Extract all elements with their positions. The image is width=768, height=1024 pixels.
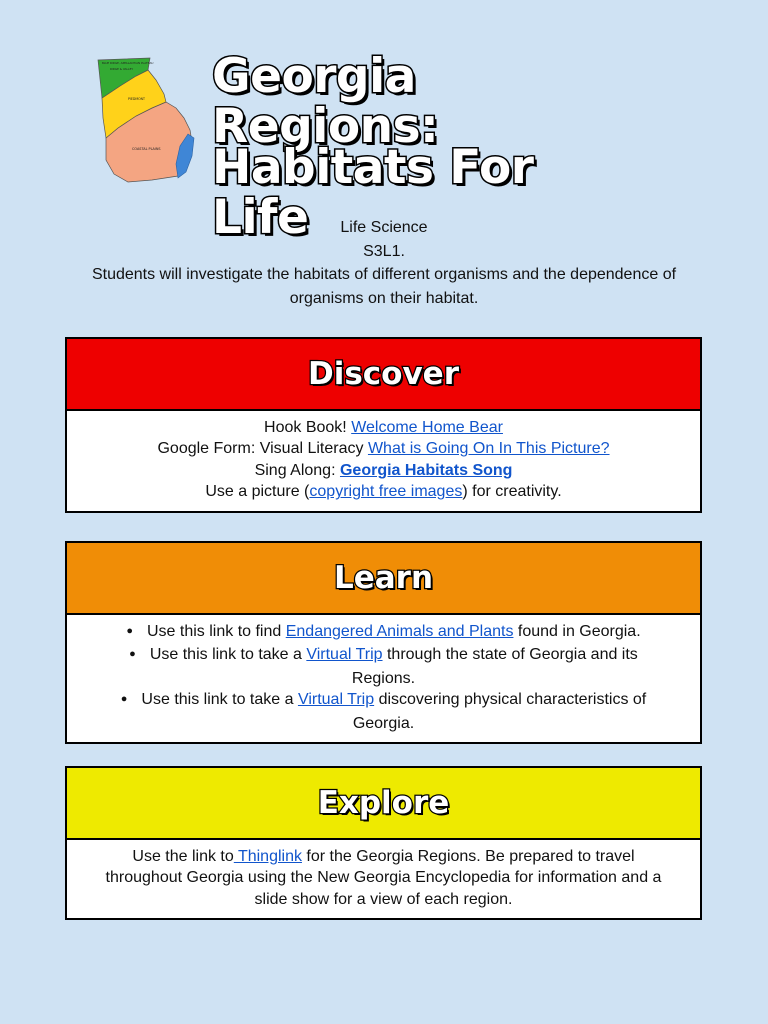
- learn-text: Use this link to take a: [141, 691, 298, 709]
- map-label-coastal: COASTAL PLAINS: [132, 147, 161, 151]
- learn-text: through the state of Georgia and its: [382, 646, 638, 664]
- title-line-2: Habitats For Life: [212, 140, 534, 245]
- list-item: [77, 621, 690, 644]
- list-item: [77, 644, 690, 689]
- copyright-free-images-link[interactable]: copyright free images: [309, 483, 463, 501]
- discover-text: Google Form: Visual Literacy: [157, 440, 368, 458]
- thinglink-link[interactable]: Thinglink: [233, 848, 302, 865]
- virtual-trip-link-2[interactable]: Virtual Trip: [297, 691, 375, 709]
- endangered-animals-link[interactable]: Endangered Animals and Plants: [285, 623, 514, 640]
- discover-text: Hook Book!: [264, 419, 352, 436]
- explore-text: slide show for a view of each region.: [254, 890, 513, 908]
- discover-heading: Discover: [67, 339, 700, 411]
- discover-text: Sing Along:: [254, 461, 340, 479]
- discover-text: Use a picture (: [205, 483, 310, 501]
- explore-body: [67, 840, 700, 918]
- explore-text: Use the link to: [132, 848, 234, 865]
- map-label-blue-ridge: BLUE RIDGE, APPALACHIAN PLATEAU: [102, 61, 154, 65]
- learn-text: Regions.: [351, 669, 416, 687]
- learn-text: Georgia.: [352, 714, 415, 732]
- learn-list: [77, 621, 690, 734]
- intro-section: [0, 216, 768, 310]
- title-line-1: Georgia Regions:: [212, 49, 439, 154]
- explore-text: throughout Georgia using the New Georgia Encyclopedia for information and a: [105, 869, 662, 887]
- georgia-map-image: [92, 56, 208, 184]
- learn-text: Use this link to find: [147, 623, 286, 640]
- discover-body: [67, 411, 700, 511]
- georgia-habitats-song-link[interactable]: Georgia Habitats Song: [339, 461, 513, 479]
- learn-text: Use this link to take a: [149, 646, 307, 664]
- learn-text: discovering physical characteristics of: [374, 691, 647, 709]
- explore-text: for the Georgia Regions. Be prepared to travel: [301, 848, 635, 865]
- virtual-trip-link-1[interactable]: Virtual Trip: [306, 646, 383, 664]
- learn-text: found in Georgia.: [513, 623, 641, 640]
- explore-heading: Explore: [67, 768, 700, 840]
- list-item: [77, 689, 690, 734]
- learn-heading: Learn: [67, 543, 700, 615]
- map-label-piedmont: PIEDMONT: [128, 97, 145, 101]
- standard-description-line-1: Students will investigate the habitats of different organisms and the dependence of: [91, 266, 677, 283]
- what-is-going-on-link[interactable]: What is Going On In This Picture?: [367, 440, 610, 458]
- discover-box: [65, 337, 702, 513]
- explore-box: [65, 766, 702, 920]
- learn-box: [65, 541, 702, 744]
- map-label-valley: RIDGE & VALLEY: [110, 67, 134, 71]
- subject-text: Life Science: [340, 219, 428, 236]
- standard-code: S3L1.: [363, 242, 405, 260]
- standard-description-line-2: organisms on their habitat.: [289, 289, 479, 307]
- welcome-home-bear-link[interactable]: Welcome Home Bear: [351, 419, 503, 436]
- learn-body: [67, 615, 700, 742]
- discover-text: ) for creativity.: [462, 483, 562, 501]
